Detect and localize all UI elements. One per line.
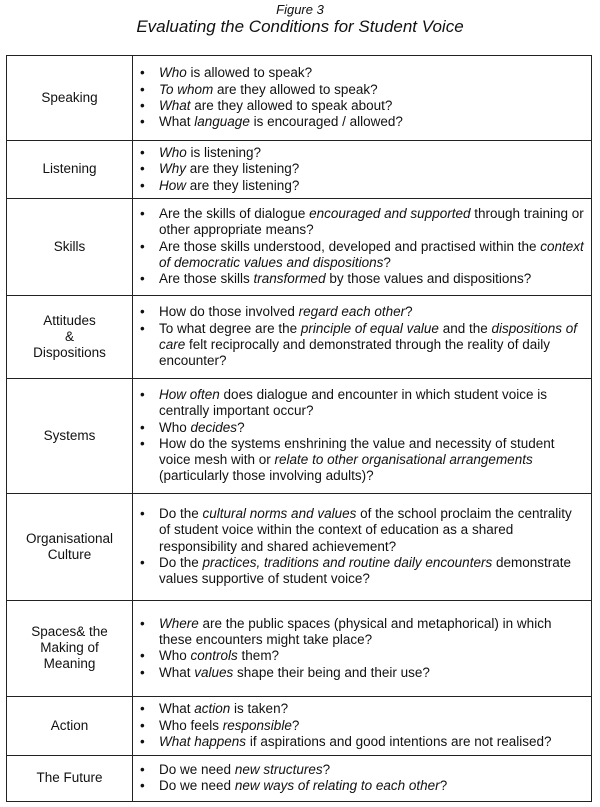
category-label: Making of (40, 640, 99, 656)
conditions-table-body (7, 56, 592, 802)
list-item (133, 98, 585, 114)
emphasis-text: practices, traditions and routine daily encounters (202, 555, 493, 571)
question-text: does dialogue and encounter in which student voice is centrally important occur? (159, 387, 548, 419)
question-text: What (159, 701, 195, 717)
question-text: are the public spaces (physical and metaphorical) in which these encounters might take place? (159, 615, 552, 648)
emphasis-text: cultural norms and values (202, 506, 357, 522)
table-row (7, 755, 592, 801)
table-row (7, 493, 592, 600)
category-cell (7, 755, 133, 801)
question-text: felt reciprocally and demonstrated through the reality of daily encounter? (159, 336, 550, 369)
question-list (133, 506, 585, 587)
list-item (133, 304, 585, 320)
table-row (7, 378, 592, 493)
question-list (133, 387, 585, 485)
category-cell (7, 378, 133, 493)
category-label: Culture (47, 546, 92, 562)
question-text: What (159, 114, 195, 130)
list-item (133, 734, 585, 750)
question-list (133, 616, 585, 681)
emphasis-text: Where (159, 615, 199, 631)
table-row (7, 56, 592, 141)
list-item (133, 271, 585, 287)
emphasis-text: How often (159, 387, 220, 402)
question-text: What (159, 664, 195, 680)
list-item (133, 178, 585, 194)
question-text: Do the (159, 555, 203, 571)
emphasis-text: new ways of relating to each other (234, 778, 440, 794)
question-text: is allowed to speak? (186, 65, 313, 81)
question-text: are they listening? (186, 161, 300, 177)
conditions-table (6, 55, 592, 802)
table-row (7, 198, 592, 295)
category-label: Action (50, 717, 89, 733)
question-list (133, 65, 585, 130)
list-item (133, 206, 585, 239)
emphasis-text: principle of equal value (300, 320, 439, 336)
question-text: How do those involved (159, 304, 299, 320)
emphasis-text: dispositions of care (159, 320, 578, 352)
question-text: Do the (159, 506, 203, 522)
category-label: The Future (36, 770, 103, 786)
category-cell (7, 493, 133, 600)
list-item (133, 506, 585, 555)
emphasis-text: regard each other (298, 304, 406, 320)
list-item (133, 321, 585, 370)
list-item (133, 718, 585, 734)
question-text: ? (322, 762, 331, 778)
emphasis-text: How (159, 177, 187, 193)
list-item (133, 778, 585, 794)
table-row (7, 141, 592, 199)
list-item (133, 82, 585, 98)
list-item (133, 145, 585, 161)
question-text: ? (237, 419, 245, 435)
question-text: How do the systems enshrining the value and necessity of student voice mesh with or (159, 435, 555, 468)
question-list (133, 145, 585, 194)
question-text: ? (405, 304, 413, 320)
category-label: Listening (42, 161, 97, 177)
list-item (133, 65, 585, 81)
list-item (133, 701, 585, 717)
question-text: is taken? (230, 701, 289, 717)
category-cell (7, 198, 133, 295)
category-label: Dispositions (33, 344, 106, 360)
question-text: Are the skills of dialogue (159, 206, 310, 222)
list-item (133, 420, 585, 436)
question-text: ? (439, 778, 448, 794)
question-text: if aspirations and good intentions are not realised? (246, 734, 552, 750)
question-text: by those values and dispositions? (325, 271, 532, 287)
figure-title: Evaluating the Conditions for Student Voice (136, 17, 464, 36)
emphasis-text: controls (190, 648, 238, 664)
category-label: & (64, 328, 74, 344)
question-text: is listening? (186, 145, 262, 160)
category-cell (7, 56, 133, 141)
figure-label: Figure 3 (276, 2, 324, 17)
list-item (133, 161, 585, 177)
emphasis-text: transformed (253, 271, 326, 287)
emphasis-text: relate to other organisational arrangements (274, 452, 533, 468)
question-text: of the school proclaim the centrality of student voice within the context of education as a shared responsibility and shared achievement? (159, 506, 572, 554)
question-text: are they allowed to speak? (213, 81, 378, 97)
category-cell (7, 696, 133, 755)
question-text: through training or other appropriate means? (159, 206, 584, 238)
question-text: To what degree are the (159, 320, 301, 336)
table-row (7, 295, 592, 378)
list-item (133, 762, 585, 778)
question-text: ? (291, 717, 300, 733)
questions-cell (133, 141, 592, 199)
category-label: Attitudes (43, 312, 96, 328)
question-list (133, 304, 585, 369)
category-label: Speaking (41, 90, 98, 105)
emphasis-text: language (194, 114, 250, 130)
list-item (133, 648, 585, 664)
question-list (133, 762, 585, 795)
emphasis-text: encouraged and supported (309, 206, 471, 222)
category-cell (7, 600, 133, 696)
question-text: (particularly those involving adults)? (159, 468, 374, 484)
table-row (7, 600, 592, 696)
question-text: are they listening? (186, 177, 300, 193)
emphasis-text: decides (190, 419, 238, 435)
emphasis-text: Who (159, 145, 187, 160)
list-item (133, 555, 585, 588)
emphasis-text: values (194, 664, 234, 680)
list-item (133, 616, 585, 649)
question-text: Do we need (159, 762, 235, 778)
emphasis-text: action (194, 701, 231, 717)
list-item (133, 665, 585, 681)
emphasis-text: Why (159, 161, 186, 177)
questions-cell (133, 295, 592, 378)
questions-cell (133, 198, 592, 295)
question-text: and the (438, 320, 492, 336)
category-label: Organisational (25, 530, 114, 546)
emphasis-text: To whom (159, 81, 214, 97)
question-text: Who feels (159, 717, 223, 733)
question-text: Do we need (159, 778, 235, 794)
question-text: Who (159, 648, 191, 664)
question-text: Are those skills understood, developed and practised within the (159, 238, 541, 254)
emphasis-text: What happens (159, 734, 247, 750)
questions-cell (133, 56, 592, 141)
question-text: are they allowed to speak about? (190, 98, 393, 113)
emphasis-text: new structures (234, 762, 323, 778)
list-item (133, 239, 585, 272)
question-list (133, 206, 585, 287)
question-list (133, 701, 585, 750)
question-text: Are those skills (159, 271, 254, 287)
question-text: shape their being and their use? (233, 664, 430, 680)
emphasis-text: responsible (222, 717, 292, 733)
emphasis-text: Who (159, 65, 187, 81)
emphasis-text: What (159, 98, 191, 113)
table-row (7, 696, 592, 755)
category-label: Meaning (43, 656, 96, 672)
question-text: them? (237, 648, 280, 664)
questions-cell (133, 493, 592, 600)
questions-cell (133, 755, 592, 801)
category-label: Spaces& the (31, 624, 108, 640)
question-text: demonstrate values supportive of student voice? (159, 555, 571, 587)
question-text: is encouraged / allowed? (249, 114, 403, 130)
questions-cell (133, 378, 592, 493)
question-text: ? (383, 255, 391, 271)
questions-cell (133, 696, 592, 755)
category-cell (7, 295, 133, 378)
list-item (133, 114, 585, 130)
question-text: Who (159, 419, 191, 435)
category-label: Systems (43, 427, 96, 443)
category-cell (7, 141, 133, 199)
category-label: Skills (53, 238, 86, 254)
list-item (133, 387, 585, 420)
emphasis-text: context of democratic values and dispositions (159, 238, 584, 271)
questions-cell (133, 600, 592, 696)
list-item (133, 436, 585, 485)
